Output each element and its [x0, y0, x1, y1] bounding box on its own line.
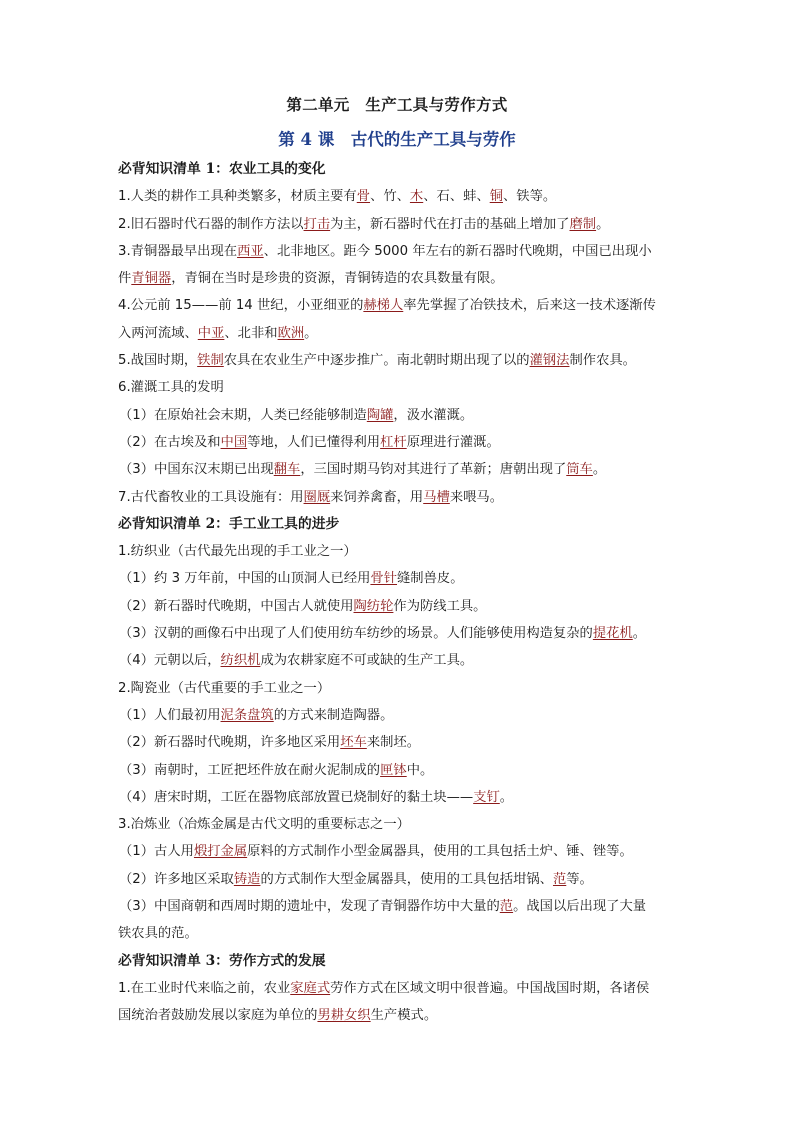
text-segment: （4）唐宋时期，工匠在器物底部放置已烧制好的黏土块—— [119, 789, 474, 805]
text-segment: 。 [596, 216, 610, 232]
text-line [118, 374, 678, 401]
keyword-blank: 铜 [489, 189, 503, 205]
keyword-blank: 纺织机 [220, 653, 261, 669]
keyword-blank: 泥条盘筑 [220, 707, 274, 723]
text-line [118, 593, 678, 620]
text-segment: 成为农耕家庭不可或缺的生产工具。 [260, 653, 474, 669]
text-segment: 。 [632, 626, 647, 642]
text-segment: 制作农具。 [569, 353, 636, 369]
keyword-blank: 支钉 [473, 789, 500, 805]
text-line [118, 893, 678, 920]
text-segment: 、北非地区。距今 5000 年左右的新石器时代晚期，中国已出现小 [263, 243, 652, 259]
text-segment: 4.公元前 15——前 14 世纪，小亚细亚的 [118, 298, 364, 314]
keyword-blank: 铸造 [233, 871, 261, 887]
keyword-blank: 骨 [356, 189, 371, 205]
text-segment: （1）约 3 万年前，中国的山顶洞人已经用 [119, 571, 371, 587]
keyword-blank: 赫梯人 [363, 298, 404, 314]
keyword-blank: 范 [552, 871, 567, 887]
text-segment: 、北非和 [224, 325, 278, 341]
text-segment: ，汲水灌溉。 [393, 407, 474, 423]
text-line [118, 975, 678, 1002]
text-line [118, 183, 678, 210]
text-segment: 2.旧石器时代石器的制作方法以 [118, 216, 304, 232]
keyword-blank: 马槽 [423, 489, 450, 505]
text-segment: （2）许多地区采取 [119, 871, 234, 887]
text-segment: 的方式来制造陶器。 [273, 707, 394, 723]
text-segment: （1）在原始社会末期，人类已经能够制造 [119, 407, 367, 423]
text-segment: 1.在工业时代来临之前，农业 [118, 980, 291, 996]
text-segment: ，青铜在当时是珍贵的资源，青铜铸造的农具数量有限。 [171, 271, 504, 287]
text-segment: （3）南朝时，工匠把坯件放在耐火泥制成的 [119, 762, 381, 778]
text-line [118, 811, 678, 838]
text-line [118, 838, 678, 865]
keyword-blank: 青铜器 [131, 271, 172, 287]
text-segment: 国统治者鼓励发展以家庭为单位的 [118, 1008, 318, 1024]
text-segment: 3.青铜器最早出现在 [118, 243, 238, 259]
text-segment: （2）新石器时代晚期，许多地区采用 [119, 735, 341, 751]
section-heading [118, 511, 678, 538]
section-heading [118, 156, 678, 183]
keyword-blank: 圈厩 [303, 489, 331, 505]
text-segment: 铁农具的范。 [118, 926, 198, 942]
keyword-blank: 范 [499, 899, 514, 915]
text-line [118, 429, 678, 456]
text-segment: 7.古代畜牧业的工具设施有：用 [118, 489, 304, 505]
text-segment: 2.陶瓷业（古代重要的手工业之一） [118, 680, 331, 696]
text-segment: 。战国以后出现了大量 [513, 899, 647, 915]
text-line [118, 565, 678, 592]
keyword-blank: 陶罐 [366, 407, 394, 423]
text-segment: 件 [118, 271, 132, 287]
text-segment: 的方式制作大型金属器具，使用的工具包括坩锅、 [260, 871, 553, 887]
keyword-blank: 铁制 [197, 353, 224, 369]
keyword-blank: 筒车 [566, 462, 593, 478]
text-segment: （2）在古埃及和 [119, 434, 221, 450]
text-segment: 为主，新石器时代在打击的基础上增加了 [330, 216, 570, 232]
keyword-blank: 磨制 [569, 216, 597, 232]
text-line [118, 211, 678, 238]
text-line [118, 729, 678, 756]
keyword-blank: 翻车 [273, 462, 301, 478]
text-line [118, 620, 678, 647]
keyword-blank: 提花机 [592, 626, 633, 642]
text-segment: 来制坯。 [366, 735, 420, 751]
keyword-blank: 家庭式 [290, 980, 331, 996]
text-segment: 5.战国时期， [118, 353, 198, 369]
keyword-blank: 中亚 [197, 325, 225, 341]
text-segment: 、铁等。 [503, 189, 557, 205]
text-segment: 农具在农业生产中逐步推广。南北朝时期出现了以的 [223, 353, 530, 369]
keyword-blank: 杠杆 [380, 434, 407, 450]
unit-title: 第二单元 生产工具与劳作方式 [286, 95, 508, 114]
keyword-blank: 打击 [303, 216, 331, 232]
text-line [118, 702, 678, 729]
text-line [118, 347, 678, 374]
text-segment: 必背知识清单 2：手工业工具的进步 [118, 515, 340, 532]
text-segment: 等地，人们已懂得利用 [247, 434, 381, 450]
text-segment: 缝制兽皮。 [397, 571, 464, 587]
text-line [118, 320, 678, 347]
text-line [118, 675, 678, 702]
text-segment: 作为防线工具。 [393, 598, 487, 614]
text-line [118, 1002, 678, 1029]
text-segment: 、石、蚌、 [423, 189, 490, 205]
text-line [118, 402, 678, 429]
text-segment: （1）古人用 [119, 844, 194, 860]
text-segment: 原理进行灌溉。 [406, 434, 500, 450]
text-segment: 。 [592, 462, 607, 478]
lesson-title: 第 4 课 古代的生产工具与劳作 [278, 130, 516, 149]
text-segment: 、竹、 [370, 189, 410, 205]
text-segment: 。 [499, 789, 514, 805]
text-segment: 来喂马。 [449, 489, 503, 505]
text-line [118, 647, 678, 674]
text-segment: 率先掌握了冶铁技术，后来这一技术逐渐传 [403, 298, 656, 314]
text-line [118, 456, 678, 483]
text-segment: （1）人们最初用 [119, 707, 221, 723]
text-segment: （3）中国东汉末期已出现 [119, 462, 274, 478]
text-line [118, 866, 678, 893]
keyword-blank: 匣钵 [380, 762, 407, 778]
text-segment: （4）元朝以后， [119, 653, 221, 669]
text-line [118, 757, 678, 784]
keyword-blank: 骨针 [370, 571, 398, 587]
text-line [118, 784, 678, 811]
text-line [118, 238, 678, 265]
text-segment: 来饲养禽畜，用 [330, 489, 424, 505]
text-segment: 。 [304, 325, 318, 341]
text-segment: 生产模式。 [370, 1008, 438, 1024]
keyword-blank: 煅打金属 [193, 844, 248, 860]
text-segment: 劳作方式在区域文明中很普遍。中国战国时期，各诸侯 [330, 980, 650, 996]
keyword-blank: 中国 [220, 434, 248, 450]
text-segment: 等。 [566, 871, 593, 887]
text-segment: 中。 [406, 762, 434, 778]
text-line [118, 538, 678, 565]
text-line [118, 265, 678, 292]
keyword-blank: 坯车 [340, 735, 367, 751]
text-segment: 必背知识清单 3：劳作方式的发展 [118, 952, 326, 969]
text-segment: （3）中国商朝和西周时期的遗址中，发现了青铜器作坊中大量的 [119, 899, 500, 915]
text-segment: （2）新石器时代晚期，中国古人就使用 [119, 598, 354, 614]
keyword-blank: 欧洲 [277, 325, 305, 341]
text-segment: （3）汉朝的画像石中出现了人们使用纺车纺纱的场景。人们能够使用构造复杂的 [119, 626, 593, 642]
text-segment: 1.纺织业（古代最先出现的手工业之一） [118, 544, 357, 560]
text-segment: 1.人类的耕作工具种类繁多，材质主要有 [118, 189, 357, 205]
text-line [118, 920, 678, 947]
text-segment: ，三国时期马钧对其进行了革新；唐朝出现了 [300, 462, 567, 478]
keyword-blank: 西亚 [237, 243, 264, 259]
text-line [118, 484, 678, 511]
text-segment: 6.灌溉工具的发明 [118, 380, 224, 396]
text-line [118, 292, 678, 319]
text-segment: 必背知识清单 1：农业工具的变化 [118, 161, 326, 177]
text-segment: 原料的方式制作小型金属器具，使用的工具包括土炉、锤、锉等。 [247, 844, 633, 860]
text-segment: 入两河流域、 [118, 325, 198, 341]
keyword-blank: 陶纺轮 [353, 598, 394, 614]
text-segment: 3.冶炼业（冶炼金属是古代文明的重要标志之一） [118, 817, 410, 833]
keyword-blank: 木 [409, 189, 424, 205]
section-heading [118, 948, 678, 975]
keyword-blank: 男耕女织 [317, 1008, 371, 1024]
document-body [118, 156, 678, 1030]
keyword-blank: 灌钢法 [529, 353, 570, 369]
